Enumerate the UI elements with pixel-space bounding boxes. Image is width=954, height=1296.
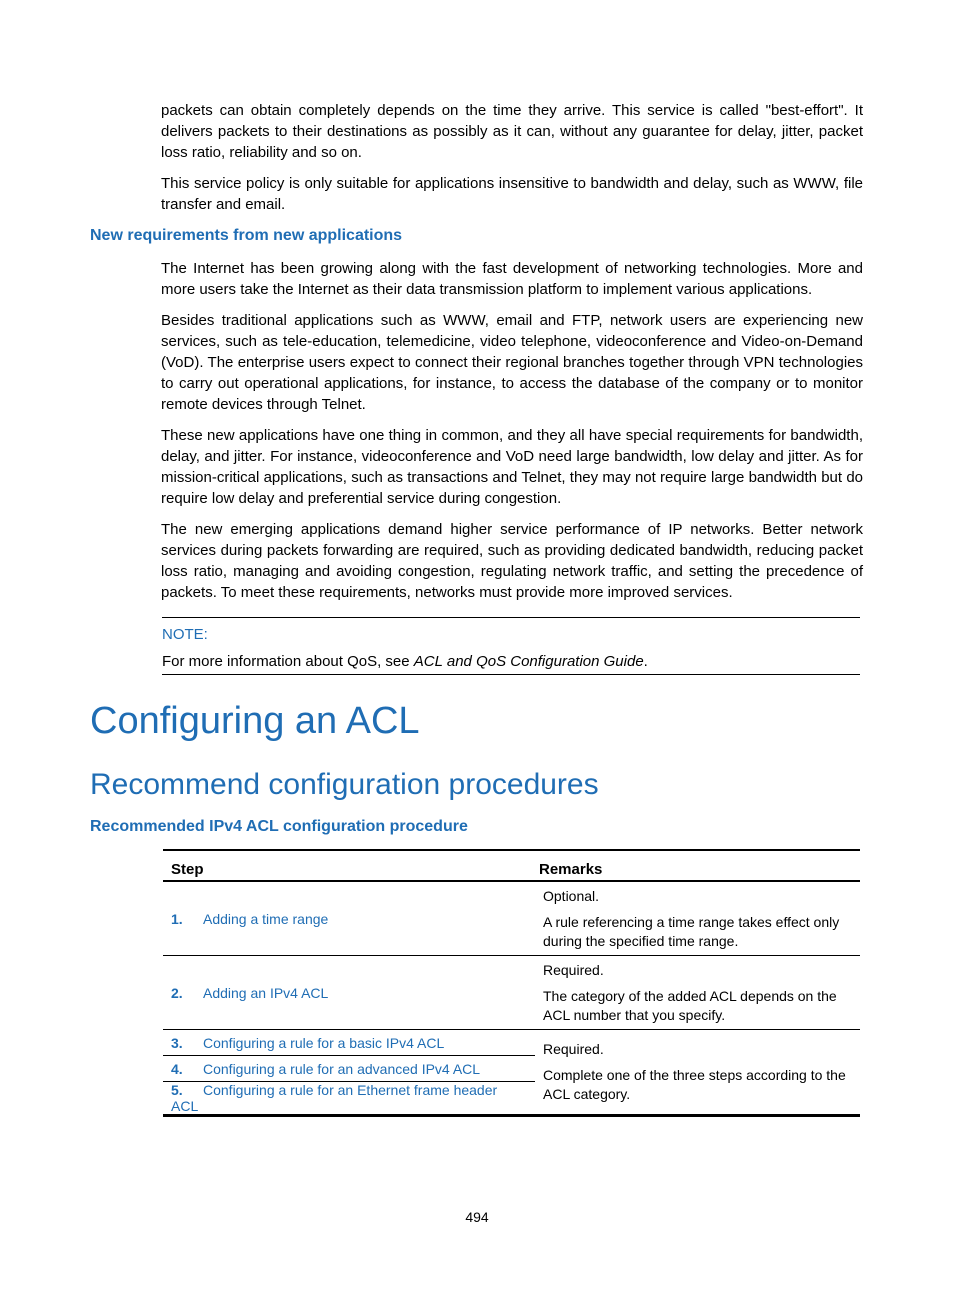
section-heading-new-requirements: New requirements from new applications: [90, 227, 403, 244]
intro-paragraph-2: This service policy is only suitable for applications insensitive to bandwidth and delay, such as WWW, file transfer and email.: [161, 175, 863, 213]
remark-requirement: Optional.: [543, 887, 600, 904]
note-box: [162, 617, 860, 675]
remark-requirement: Required.: [543, 961, 604, 978]
step-number: 2.: [171, 984, 183, 1001]
new-req-paragraph-1: The Internet has been growing along with the fast development of networking technologies. More and more users take the Internet as their data transmission platform to implement various applications.: [161, 260, 863, 298]
new-req-paragraph-3: These new applications have one thing in common, and they all have special requirements for bandwidth, delay, and jitter. For instance, videoconference and VoD need large bandwidth, low delay and jitter. As for mission-critical applications, such as transactions and Telnet, they may not require large bandwidth but do require low delay and preferential service during congestion.: [161, 427, 863, 507]
step-column-header: Step: [163, 850, 535, 881]
step-cell: [163, 1082, 535, 1116]
remarks-cell: [535, 956, 860, 1030]
new-req-paragraph-4: The new emerging applications demand higher service performance of IP networks. Better network services during packets forwarding are required, such as providing dedicated bandwidth, reducing packet loss ratio, managing and avoiding congestion, regulating network traffic, and setting the precedence of packets. To meet these requirements, networks must provide more improved services.: [161, 521, 863, 601]
table-row: [163, 1030, 860, 1056]
step-number: 4.: [171, 1060, 183, 1077]
step-cell: [163, 1056, 535, 1082]
note-text-before: For more information about QoS, see: [162, 653, 414, 670]
step-link-ethernet-frame-rule[interactable]: Configuring a rule for an Ethernet frame header ACL: [171, 1082, 498, 1114]
remarks-cell-group: [535, 1030, 860, 1116]
table-row: [163, 956, 860, 1030]
step-number: 3.: [171, 1034, 183, 1051]
section-title: Recommend configuration procedures: [90, 768, 599, 801]
subsection-title: Recommended IPv4 ACL configuration procedure: [90, 818, 468, 835]
remark-requirement: Required.: [543, 1041, 604, 1057]
step-link-add-ipv4-acl[interactable]: Adding an IPv4 ACL: [203, 984, 329, 1001]
procedure-table: [163, 849, 860, 1117]
note-label: NOTE:: [162, 626, 208, 643]
note-text: [162, 653, 648, 670]
step-link-basic-ipv4-rule[interactable]: Configuring a rule for a basic IPv4 ACL: [203, 1034, 445, 1051]
note-guide-title: ACL and QoS Configuration Guide: [413, 653, 644, 670]
step-number: 5.: [171, 1082, 183, 1098]
step-link-add-time-range[interactable]: Adding a time range: [203, 910, 329, 927]
step-number: 1.: [171, 910, 183, 927]
step-cell: [163, 956, 535, 1030]
note-text-after: .: [643, 653, 648, 670]
remarks-column-header: Remarks: [535, 850, 860, 881]
page-number: 494: [465, 1209, 489, 1225]
intro-paragraph-1: packets can obtain completely depends on the time they arrive. This service is called "best-effort". It delivers packets to their destinations as possibly as it can, without any guarantee for delay, jitter, packet loss ratio, reliability and so on.: [161, 102, 863, 161]
step-cell: [163, 1030, 535, 1056]
chapter-title: Configuring an ACL: [90, 700, 420, 742]
step-cell: [163, 881, 535, 956]
table-row: [163, 881, 860, 956]
remark-detail: Complete one of the three steps according to the ACL category.: [543, 1067, 846, 1102]
new-req-paragraph-2: Besides traditional applications such as WWW, email and FTP, network users are experiencing new services, such as tele-education, telemedicine, video telephone, videoconference and Video-on-Demand (VoD). The enterprise users expect to connect their regional branches together through VPN technologies to carry out operational applications, for instance, to access the database of the company or to monitor remote devices through Telnet.: [161, 312, 863, 413]
remarks-cell: [535, 881, 860, 956]
remark-detail: The category of the added ACL depends on the ACL number that you specify.: [543, 987, 837, 1023]
step-link-advanced-ipv4-rule[interactable]: Configuring a rule for an advanced IPv4 ACL: [203, 1060, 481, 1077]
table-header-row: [163, 850, 860, 881]
remark-detail: A rule referencing a time range takes effect only during the specified time range.: [543, 913, 840, 949]
